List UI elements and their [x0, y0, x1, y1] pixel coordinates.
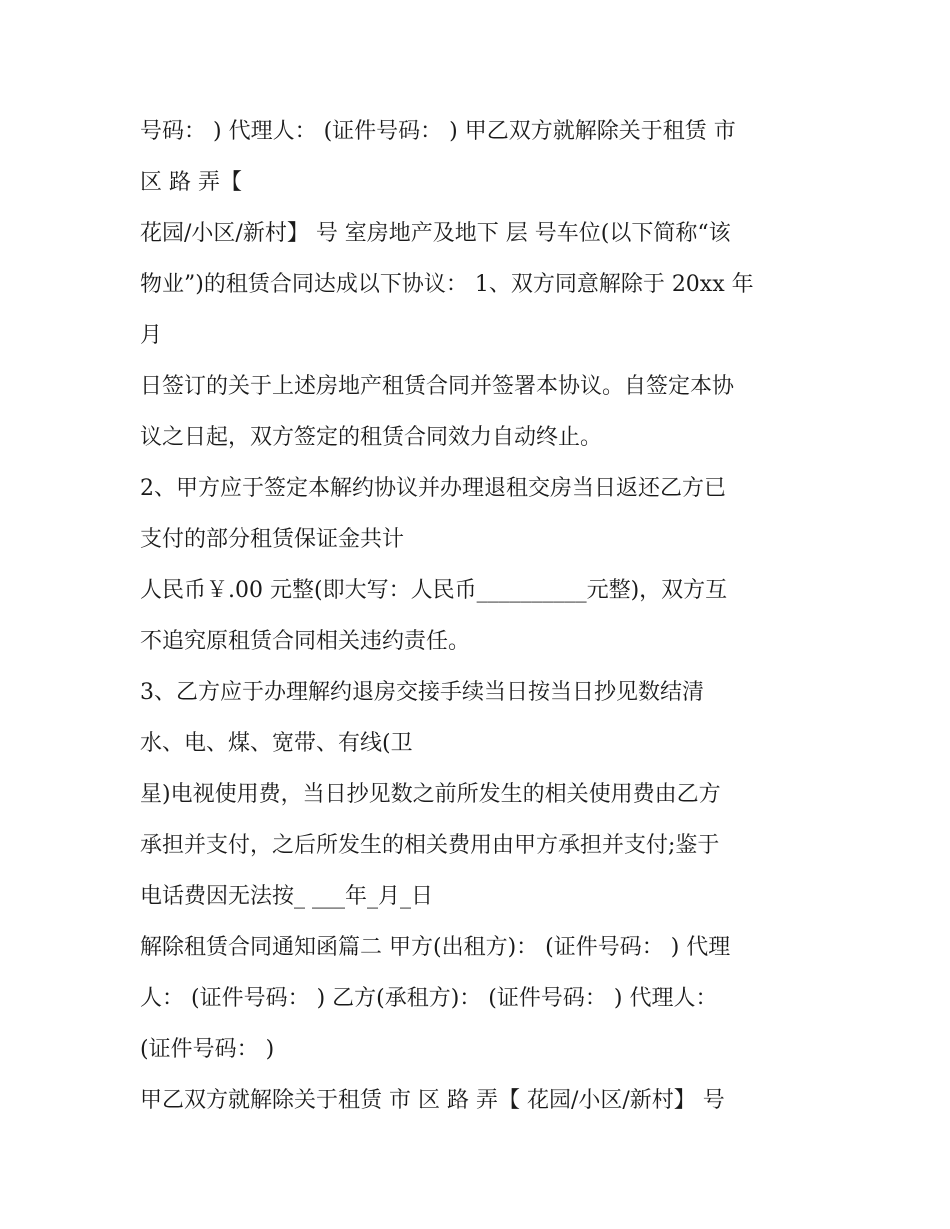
text-line: (证件号码： ) [140, 1037, 275, 1062]
text-line: 月 [140, 323, 163, 348]
text-line: 人民币￥.00 元整(即大写：人民币__________元整)，双方互 [140, 578, 728, 603]
text-line: 电话费因无法按_ ___年_月_日 [140, 884, 433, 909]
text-line: 3、乙方应于办理解约退房交接手续当日按当日抄见数结清 [140, 680, 704, 705]
text-line: 甲乙双方就解除关于租赁 市 区 路 弄【 花园/小区/新村】 号 [140, 1088, 725, 1113]
text-line: 物业”)的租赁合同达成以下协议： 1、双方同意解除于 20xx 年 [140, 272, 754, 297]
text-line: 号码： ) 代理人： (证件号码： ) 甲乙双方就解除关于租赁 市 [140, 119, 736, 144]
text-line: 花园/小区/新村】 号 室房地产及地下 层 号车位(以下简称“该 [140, 221, 731, 246]
text-line: 议之日起，双方签定的租赁合同效力自动终止。 [140, 425, 603, 450]
document-body [140, 106, 820, 1126]
text-line: 不追究原租赁合同相关违约责任。 [140, 629, 471, 654]
text-line: 人： (证件号码： ) 乙方(承租方)： (证件号码： ) 代理人： [140, 986, 718, 1011]
text-line: 解除租赁合同通知函篇二 甲方(出租方)： (证件号码： ) 代理 [140, 935, 731, 960]
text-line: 水、电、煤、宽带、有线(卫 [140, 731, 413, 756]
text-line: 支付的部分租赁保证金共计 [140, 527, 405, 552]
text-line: 区 路 弄【 [140, 170, 242, 195]
text-line: 星)电视使用费，当日抄见数之前所发生的相关使用费由乙方 [140, 782, 721, 807]
text-line: 承担并支付，之后所发生的相关费用由甲方承担并支付;鉴于 [140, 833, 720, 858]
text-line: 日签订的关于上述房地产租赁合同并签署本协议。自签定本协 [140, 374, 735, 399]
text-line: 2、甲方应于签定本解约协议并办理退租交房当日返还乙方已 [140, 476, 726, 501]
